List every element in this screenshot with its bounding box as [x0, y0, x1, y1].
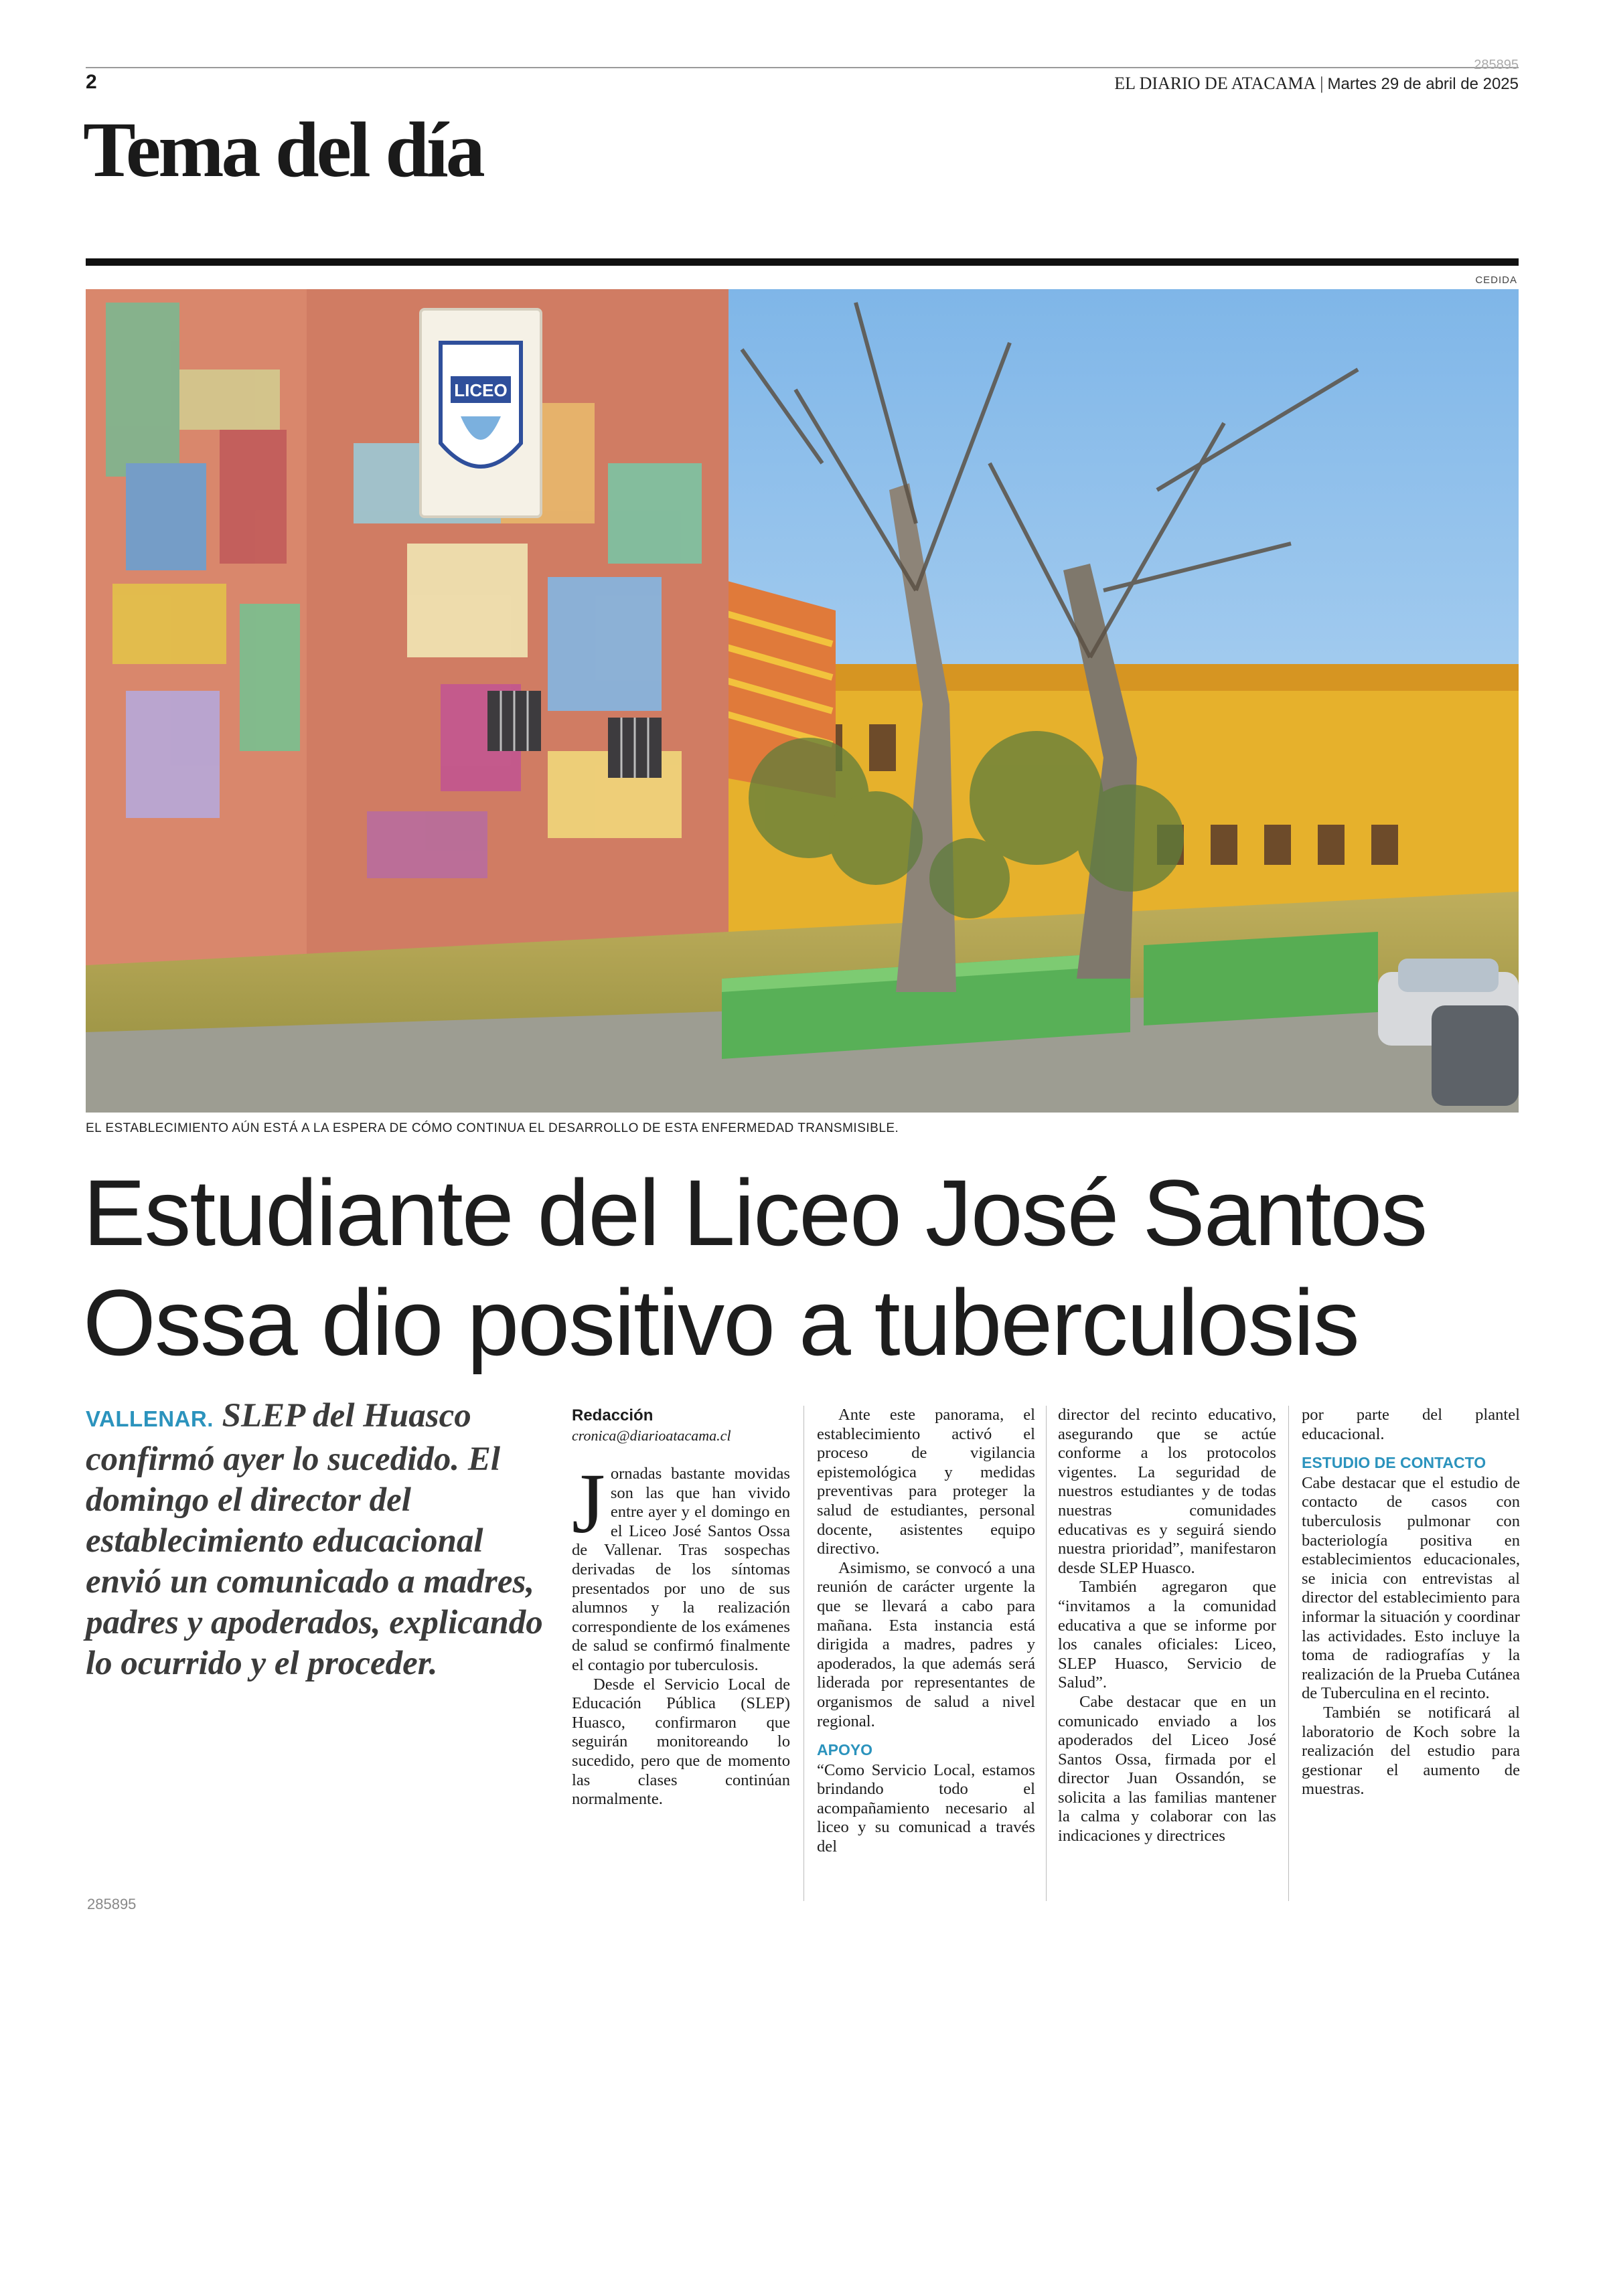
subhead-estudio-de-contacto: ESTUDIO DE CONTACTO	[1302, 1454, 1486, 1472]
section-rule	[86, 258, 1519, 266]
page-number: 2	[86, 71, 97, 93]
column-rule	[1046, 1406, 1047, 1901]
publication-name: EL DIARIO DE ATACAMA	[1114, 74, 1316, 93]
article-paragraph: “Como Servicio Local, estamos brindando todo el acompañamiento necesario al liceo y su comunicad a través del	[817, 1760, 1035, 1856]
lede	[86, 1396, 554, 1684]
publication-line	[1114, 74, 1519, 94]
article-paragraph: Cabe destacar que el estudio de contacto de casos con tuberculosis pulmonar con bacteriología positiva en establecimientos educacionales, se inicia con entrevistas al director del establecimiento para informar la situación y coordinar las actividades. Esto incluye la toma de radiografías y la realización de la Prueba Cutánea de Tuberculina en el recinto.	[1302, 1473, 1520, 1703]
column-rule	[1288, 1406, 1289, 1901]
article-paragraph: También agregaron que “invitamos a la comunidad educativa a que se informe por los canales oficiales: Liceo, SLEP Huasco, Servicio de Salud”.	[1058, 1578, 1276, 1692]
photo-credit: CEDIDA	[1475, 274, 1517, 286]
photo-caption: EL ESTABLECIMIENTO AÚN ESTÁ A LA ESPERA DE CÓMO CONTINUA EL DESARROLLO DE ESTA ENFERMEDAD TRANSMISIBLE.	[86, 1121, 899, 1135]
top-rule	[86, 67, 1519, 68]
article-paragraph: Ante este panorama, el establecimiento activó el proceso de vigilancia epistemológica y medidas preventivas para proteger la salud de estudiantes, personal docente, asistentes equipo directivo.	[817, 1406, 1035, 1558]
article-column-1	[572, 1406, 790, 1809]
liceo-sign-text: LICEO	[454, 380, 508, 400]
headline	[83, 1158, 1529, 1378]
byline-email: cronica@diarioatacama.cl	[572, 1427, 731, 1444]
article-photo	[86, 289, 1519, 1113]
article-paragraph: Cabe destacar que en un comunicado enviado a los apoderados del Liceo José Santos Ossa, firmada por el director Juan Ossandón, se solicita a las familias mantener la calma y colaborar con las indicaciones y directrices	[1058, 1692, 1276, 1846]
publication-separator: |	[1320, 74, 1324, 93]
article-paragraph: director del recinto educativo, asegurando que se actúe conforme a los protocolos vigentes. La seguridad de nuestros estudiantes y de todas nuestras comunidades educativas es y seguirá siendo nuestra prioridad”, manifestaron desde SLEP Huasco.	[1058, 1406, 1276, 1577]
article-paragraph: Desde el Servicio Local de Educación Pública (SLEP) Huasco, confirmaron que seguirán monitoreando lo sucedido, pero que de momento las clases continúan normalmente.	[572, 1675, 790, 1809]
subhead-apoyo: APOYO	[817, 1741, 873, 1759]
headline-line-1: Estudiante del Liceo José Santos	[83, 1160, 1427, 1265]
footer-code: 285895	[87, 1896, 137, 1912]
school-building-illustration	[86, 289, 1519, 1113]
lede-text: SLEP del Huasco confirmó ayer lo sucedido. El domingo el director del establecimiento educacional envió un comunicado a madres, padres y apoderados, explicando lo ocurrido y el proceder.	[86, 1397, 543, 1682]
article-paragraph-text: ornadas bastante movidas son las que han vivido entre ayer y el domingo en el Liceo José Santos Ossa de Vallenar. Tras sospechas derivadas de los síntomas presentados por uno de sus alumnos y la realización correspondiente de los exámenes de salud se confirmó finalmente el contagio por tuberculosis.	[572, 1465, 790, 1674]
article-column-2	[817, 1406, 1035, 1857]
section-title: Tema del día	[83, 106, 483, 193]
byline: Redacción	[572, 1406, 654, 1424]
article-paragraph: por parte del plantel educacional.	[1302, 1406, 1520, 1443]
article-paragraph: También se notificará al laboratorio de Koch sobre la realización del estudio para gestionar el aumento de muestras.	[1302, 1703, 1520, 1799]
header-code: 285895	[1474, 58, 1519, 72]
article-column-4	[1302, 1406, 1520, 1799]
headline-line-2: Ossa dio positivo a tuberculosis	[83, 1270, 1359, 1375]
lede-place: VALLENAR.	[86, 1406, 214, 1431]
article-column-3	[1058, 1406, 1276, 1846]
article-paragraph: Asimismo, se convocó a una reunión de carácter urgente la que se llevará a cabo para mañana. Esta instancia está dirigida a madres, padres y apoderados, la que además será liderada por representantes de organismos de salud a nivel regional.	[817, 1558, 1035, 1730]
drop-cap: J	[572, 1456, 605, 1551]
publication-date: Martes 29 de abril de 2025	[1327, 75, 1519, 93]
article-paragraph	[572, 1456, 790, 1675]
